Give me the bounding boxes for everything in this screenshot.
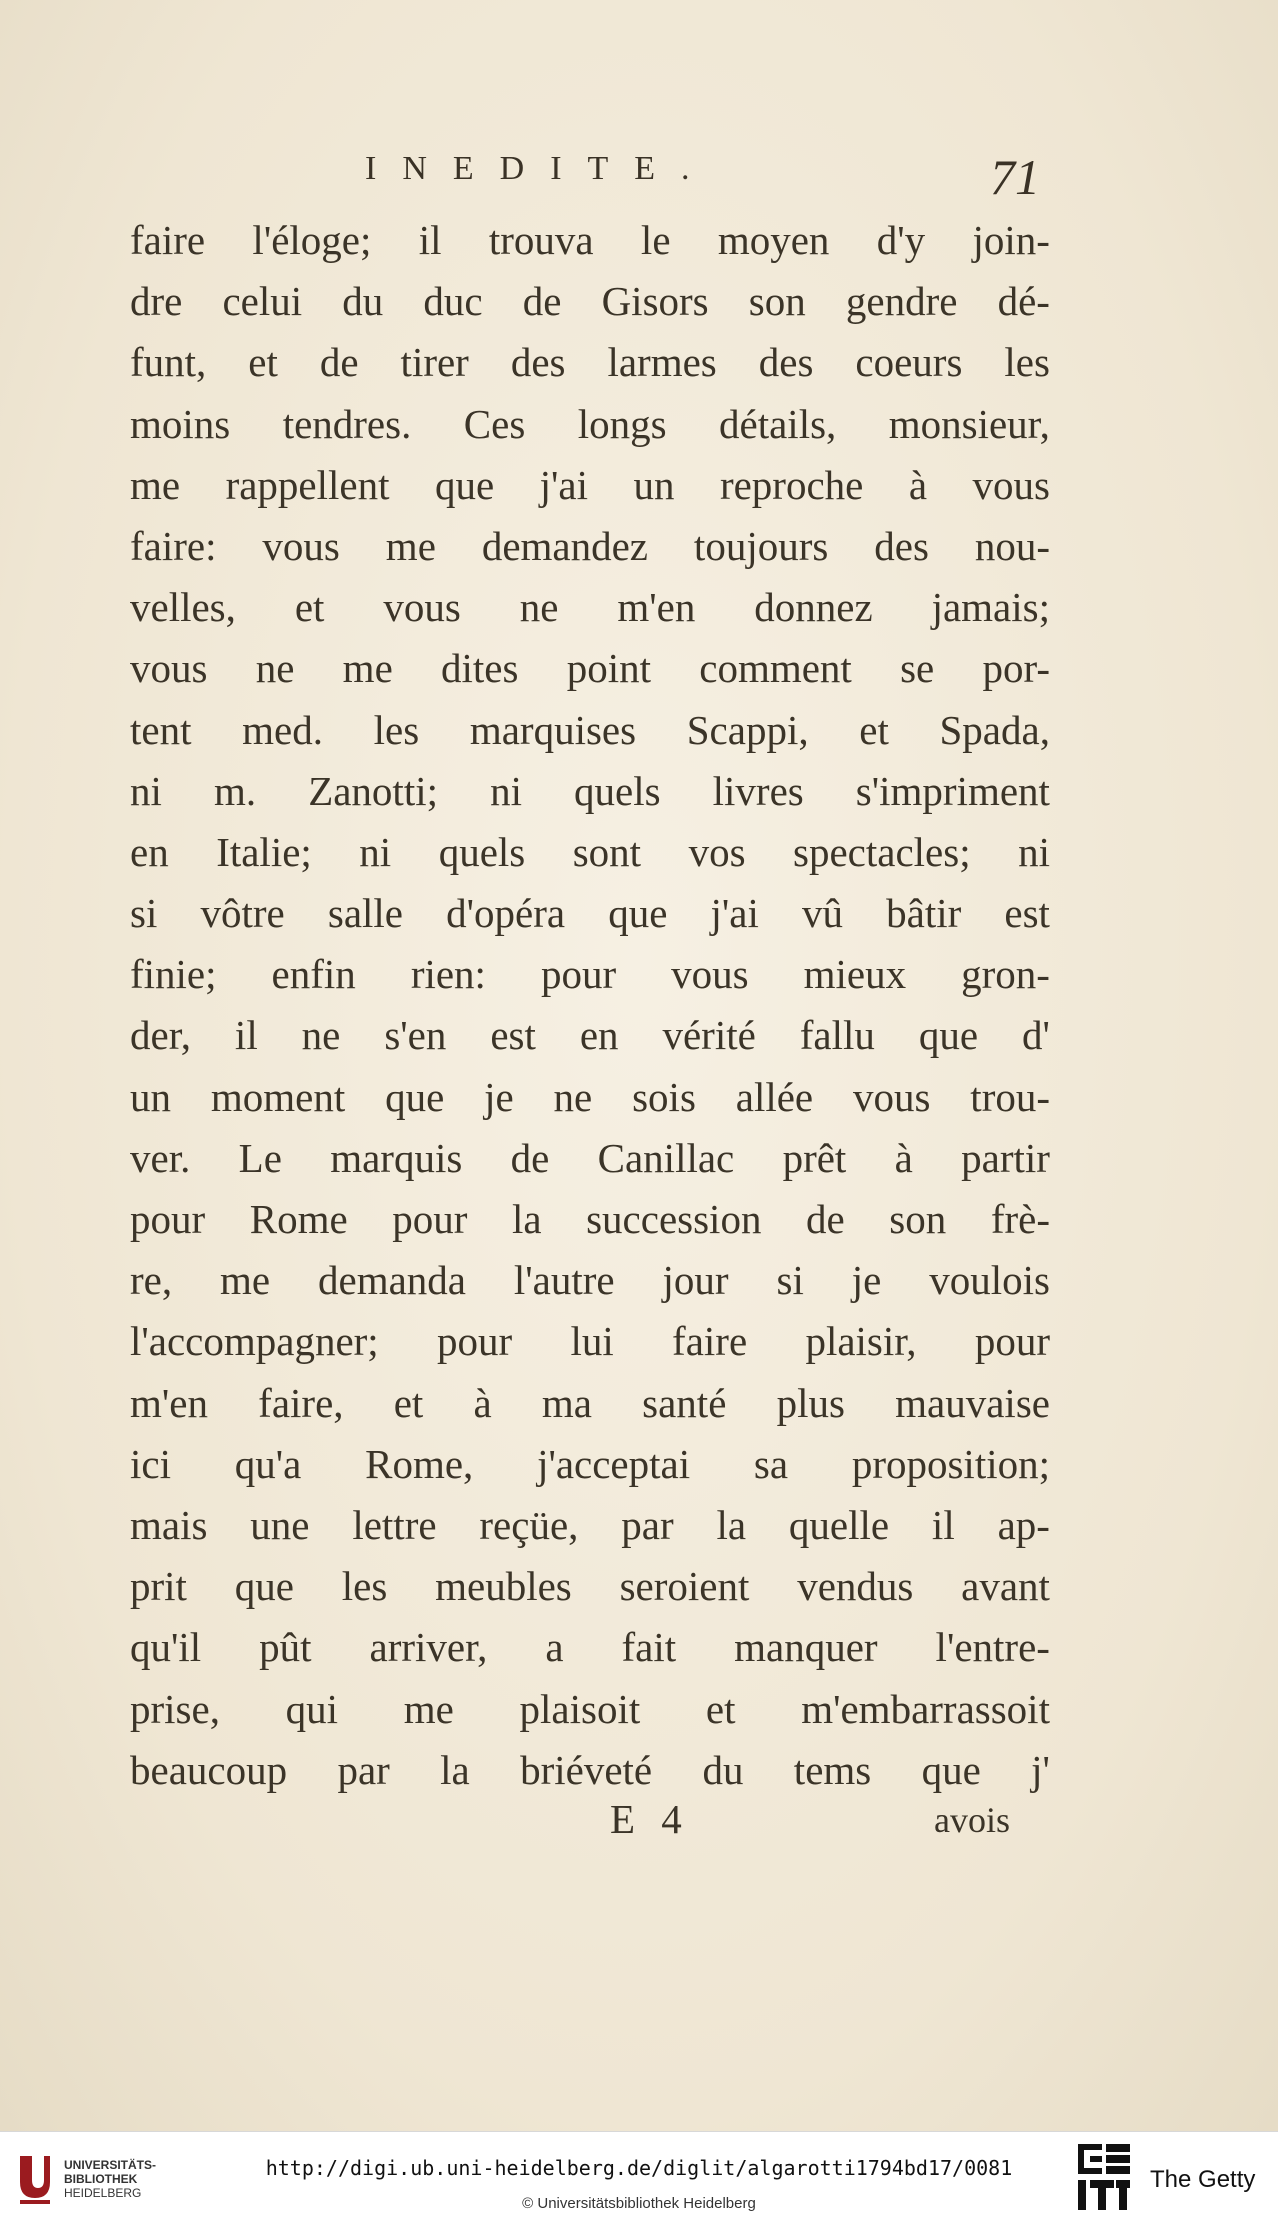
word: m'en bbox=[617, 584, 696, 631]
word: donnez bbox=[754, 584, 873, 631]
word: quelle bbox=[788, 1501, 890, 1548]
word: fait bbox=[621, 1624, 677, 1671]
word: meubles bbox=[435, 1563, 572, 1610]
word: si bbox=[130, 890, 158, 937]
word: si bbox=[776, 1257, 804, 1304]
word: que bbox=[234, 1563, 294, 1610]
word: de bbox=[806, 1196, 845, 1242]
word: en bbox=[130, 828, 169, 875]
word: à bbox=[908, 461, 928, 508]
word: Le bbox=[238, 1134, 282, 1181]
text-line bbox=[130, 1311, 1050, 1372]
running-head: INEDITE. bbox=[365, 150, 716, 187]
word: reçüe, bbox=[479, 1501, 579, 1548]
word: reproche bbox=[719, 461, 864, 508]
word: m'embarrassoit bbox=[801, 1685, 1050, 1732]
word: que bbox=[434, 461, 495, 508]
word: mais bbox=[130, 1501, 208, 1548]
word: vous bbox=[383, 584, 461, 631]
word: son bbox=[889, 1196, 947, 1242]
word: vôtre bbox=[200, 890, 285, 937]
word: ne bbox=[553, 1073, 593, 1120]
word: comment bbox=[699, 645, 852, 692]
word: re, bbox=[130, 1257, 173, 1304]
copyright-notice: © Universitätsbibliothek Heidelberg bbox=[522, 2195, 756, 2212]
word: ni bbox=[130, 767, 162, 814]
word: ap- bbox=[997, 1501, 1050, 1548]
word: que bbox=[608, 890, 668, 937]
text-line bbox=[130, 455, 1050, 516]
word: manquer bbox=[734, 1624, 878, 1671]
word: monsieur, bbox=[888, 400, 1050, 447]
word: ne bbox=[301, 1012, 341, 1059]
word: quels bbox=[438, 828, 526, 875]
word: un bbox=[633, 461, 675, 508]
word: prise, bbox=[130, 1685, 220, 1732]
word: vous bbox=[852, 1073, 931, 1120]
word: nou- bbox=[974, 522, 1050, 569]
viewer-footer bbox=[0, 2131, 1278, 2227]
text-line bbox=[130, 1250, 1050, 1311]
word: Ces bbox=[463, 400, 526, 447]
word: frè- bbox=[990, 1196, 1050, 1242]
word: ne bbox=[255, 645, 295, 692]
word: sa bbox=[753, 1440, 789, 1487]
word: pour bbox=[437, 1318, 513, 1365]
word: succession bbox=[586, 1196, 762, 1242]
word: les bbox=[341, 1563, 388, 1610]
word: j'acceptai bbox=[537, 1440, 691, 1487]
word: et bbox=[393, 1379, 424, 1426]
word: larmes bbox=[607, 339, 717, 386]
word: ni bbox=[359, 828, 392, 875]
text-line bbox=[130, 1128, 1050, 1189]
word: son bbox=[748, 278, 806, 325]
word: je bbox=[851, 1257, 882, 1304]
word: à bbox=[894, 1134, 913, 1181]
word: l'accompagner; bbox=[130, 1318, 379, 1365]
word: en bbox=[579, 1012, 619, 1059]
word: prit bbox=[130, 1563, 187, 1610]
word: moment bbox=[210, 1073, 346, 1120]
word: la bbox=[440, 1746, 470, 1793]
word: tirer bbox=[400, 339, 469, 386]
word: et bbox=[248, 339, 278, 386]
word: ne bbox=[519, 584, 559, 631]
text-line bbox=[130, 761, 1050, 822]
word: vous bbox=[671, 951, 749, 998]
word: qu'a bbox=[234, 1440, 302, 1487]
word: et bbox=[705, 1685, 736, 1732]
word: d'opéra bbox=[446, 890, 566, 937]
getty-name: The Getty bbox=[1150, 2166, 1256, 2193]
word: des bbox=[510, 339, 566, 386]
word: faire bbox=[672, 1318, 748, 1365]
word: Italie; bbox=[216, 828, 312, 875]
word: rappellent bbox=[225, 461, 390, 508]
word: trouva bbox=[488, 217, 594, 263]
word: me bbox=[403, 1685, 454, 1732]
word: ni bbox=[490, 767, 522, 814]
word: il bbox=[418, 217, 442, 263]
word: faire bbox=[130, 217, 206, 263]
word: celui bbox=[222, 278, 303, 325]
word: des bbox=[758, 339, 814, 386]
word: med. bbox=[242, 706, 323, 753]
word: une bbox=[250, 1501, 310, 1548]
word: de bbox=[522, 278, 562, 325]
word: Rome bbox=[249, 1196, 348, 1242]
word: dites bbox=[441, 645, 519, 692]
word: vous bbox=[972, 461, 1050, 508]
word: longs bbox=[577, 400, 667, 447]
word: quels bbox=[574, 767, 661, 814]
text-line bbox=[130, 577, 1050, 638]
catchword: avois bbox=[934, 1800, 1010, 1840]
word: jamais; bbox=[931, 584, 1050, 631]
word: l'entre- bbox=[935, 1624, 1050, 1671]
word: moins bbox=[130, 400, 231, 447]
word: ver. bbox=[130, 1134, 191, 1181]
word: plus bbox=[776, 1379, 845, 1426]
word: dé- bbox=[997, 278, 1050, 325]
text-line bbox=[130, 210, 1050, 271]
word: demanda bbox=[318, 1257, 466, 1304]
word: de bbox=[319, 339, 359, 386]
word: un bbox=[130, 1073, 171, 1120]
word: duc bbox=[423, 278, 483, 325]
university-library-name: UNIVERSITÄTS- BIBLIOTHEK HEIDELBERG bbox=[64, 2158, 157, 2200]
word: a bbox=[545, 1624, 564, 1671]
word: les bbox=[373, 706, 420, 753]
word: trou- bbox=[970, 1073, 1050, 1120]
word: me bbox=[342, 645, 393, 692]
word: santé bbox=[642, 1379, 727, 1426]
word: fallu bbox=[799, 1012, 875, 1059]
word: rien: bbox=[410, 951, 486, 998]
word: bâtir bbox=[886, 890, 962, 937]
word: beaucoup bbox=[130, 1746, 288, 1793]
word: demandez bbox=[481, 522, 648, 569]
word: vendus bbox=[797, 1563, 914, 1610]
word: m'en bbox=[130, 1379, 208, 1426]
word: voulois bbox=[929, 1257, 1050, 1304]
word: qu'il bbox=[130, 1624, 202, 1671]
word: avant bbox=[961, 1563, 1050, 1610]
text-line bbox=[130, 1495, 1050, 1556]
word: dre bbox=[130, 278, 183, 325]
word: Scappi, bbox=[686, 706, 809, 753]
text-line bbox=[130, 1679, 1050, 1740]
word: Gisors bbox=[601, 278, 709, 325]
word: pour bbox=[974, 1318, 1050, 1365]
text-line bbox=[130, 1189, 1050, 1250]
word: j'ai bbox=[710, 890, 759, 937]
word: à bbox=[473, 1379, 492, 1426]
word: moyen bbox=[717, 217, 830, 263]
word: lui bbox=[570, 1318, 614, 1365]
word: sois bbox=[632, 1073, 696, 1120]
word: ici bbox=[130, 1440, 171, 1487]
page-number: 71 bbox=[990, 149, 1040, 205]
word: marquis bbox=[330, 1134, 463, 1181]
word: qui bbox=[285, 1685, 339, 1732]
word: j' bbox=[1031, 1746, 1050, 1793]
word: les bbox=[1004, 339, 1050, 386]
text-line bbox=[130, 394, 1050, 455]
word: des bbox=[874, 522, 929, 569]
word: vû bbox=[802, 890, 844, 937]
word: la bbox=[716, 1501, 747, 1548]
word: spectacles; bbox=[793, 828, 971, 875]
word: salle bbox=[327, 890, 403, 937]
text-line bbox=[130, 1434, 1050, 1495]
text-line bbox=[130, 638, 1050, 699]
text-line bbox=[130, 822, 1050, 883]
word: je bbox=[484, 1073, 514, 1120]
word: seroient bbox=[619, 1563, 750, 1610]
word: vous bbox=[130, 645, 208, 692]
word: Canillac bbox=[597, 1134, 735, 1181]
page-foot bbox=[130, 1795, 1050, 1855]
word: est bbox=[1004, 890, 1050, 937]
word: enfin bbox=[271, 951, 356, 998]
word: j'ai bbox=[539, 461, 588, 508]
word: ni bbox=[1018, 828, 1050, 875]
word: funt, bbox=[130, 339, 207, 386]
word: Zanotti; bbox=[308, 767, 438, 814]
word: me bbox=[130, 461, 181, 508]
word: allée bbox=[735, 1073, 814, 1120]
word: que bbox=[385, 1073, 445, 1120]
text-line bbox=[130, 1617, 1050, 1678]
word: vous bbox=[262, 522, 340, 569]
word: partir bbox=[961, 1134, 1050, 1181]
word: tendres. bbox=[282, 400, 412, 447]
word: Spada, bbox=[939, 706, 1050, 753]
word: par bbox=[337, 1746, 390, 1793]
word: lettre bbox=[352, 1501, 437, 1548]
word: der, bbox=[130, 1012, 191, 1059]
text-line bbox=[130, 332, 1050, 393]
word: il bbox=[931, 1501, 955, 1548]
word: por- bbox=[982, 645, 1050, 692]
word: du bbox=[702, 1746, 744, 1793]
word: de bbox=[510, 1134, 550, 1181]
word: me bbox=[220, 1257, 271, 1304]
word: prêt bbox=[782, 1134, 847, 1181]
word: que bbox=[918, 1012, 979, 1059]
word: le bbox=[640, 217, 671, 263]
word: vos bbox=[688, 828, 746, 875]
word: est bbox=[490, 1012, 536, 1059]
word: marquises bbox=[469, 706, 637, 753]
body-text bbox=[130, 210, 1050, 1801]
word: pour bbox=[540, 951, 617, 998]
word: il bbox=[234, 1012, 258, 1059]
word: jour bbox=[662, 1257, 729, 1304]
word: s'impriment bbox=[855, 767, 1050, 814]
word: pût bbox=[259, 1624, 312, 1671]
word: toujours bbox=[693, 522, 829, 569]
word: plaisir, bbox=[805, 1318, 917, 1365]
word: gron- bbox=[961, 951, 1050, 998]
word: la bbox=[511, 1196, 542, 1242]
word: livres bbox=[712, 767, 804, 814]
word: finie; bbox=[130, 951, 217, 998]
text-line bbox=[130, 1740, 1050, 1801]
word: par bbox=[621, 1501, 674, 1548]
text-line bbox=[130, 1005, 1050, 1066]
word: proposition; bbox=[851, 1440, 1050, 1487]
word: arriver, bbox=[369, 1624, 488, 1671]
word: coeurs bbox=[855, 339, 963, 386]
word: d' bbox=[1022, 1012, 1050, 1059]
word: tent bbox=[130, 706, 192, 753]
word: briéveté bbox=[520, 1746, 653, 1793]
word: plaisoit bbox=[519, 1685, 641, 1732]
text-line bbox=[130, 1067, 1050, 1128]
text-line bbox=[130, 516, 1050, 577]
text-line bbox=[130, 1556, 1050, 1617]
word: mieux bbox=[803, 951, 907, 998]
word: m. bbox=[213, 767, 257, 814]
word: point bbox=[566, 645, 651, 692]
text-line bbox=[130, 1373, 1050, 1434]
word: pour bbox=[392, 1196, 468, 1242]
word: détails, bbox=[719, 400, 837, 447]
word: join- bbox=[972, 217, 1050, 263]
word: me bbox=[385, 522, 436, 569]
getty-logo-icon bbox=[1078, 2144, 1130, 2214]
word: se bbox=[900, 645, 935, 692]
word: vérité bbox=[662, 1012, 756, 1059]
word: sont bbox=[572, 828, 642, 875]
word: pour bbox=[130, 1196, 206, 1242]
text-line bbox=[130, 883, 1050, 944]
word: d'y bbox=[876, 217, 926, 263]
word: mauvaise bbox=[895, 1379, 1050, 1426]
text-line bbox=[130, 271, 1050, 332]
word: tems bbox=[793, 1746, 872, 1793]
word: et bbox=[859, 706, 889, 753]
word: l'éloge; bbox=[252, 217, 372, 263]
word: Rome, bbox=[365, 1440, 474, 1487]
word: s'en bbox=[384, 1012, 447, 1059]
word: gendre bbox=[845, 278, 958, 325]
word: l'autre bbox=[513, 1257, 615, 1304]
word: ma bbox=[541, 1379, 592, 1426]
word: velles, bbox=[130, 584, 236, 631]
word: du bbox=[342, 278, 384, 325]
signature-mark: E 4 bbox=[610, 1796, 690, 1842]
text-line bbox=[130, 944, 1050, 1005]
word: que bbox=[921, 1746, 981, 1793]
word: faire, bbox=[258, 1379, 344, 1426]
word: faire: bbox=[130, 522, 217, 569]
text-line bbox=[130, 700, 1050, 761]
permalink-url[interactable]: http://digi.ub.uni-heidelberg.de/diglit/algarotti1794bd17/0081 bbox=[265, 2156, 1013, 2180]
word: et bbox=[294, 584, 325, 631]
